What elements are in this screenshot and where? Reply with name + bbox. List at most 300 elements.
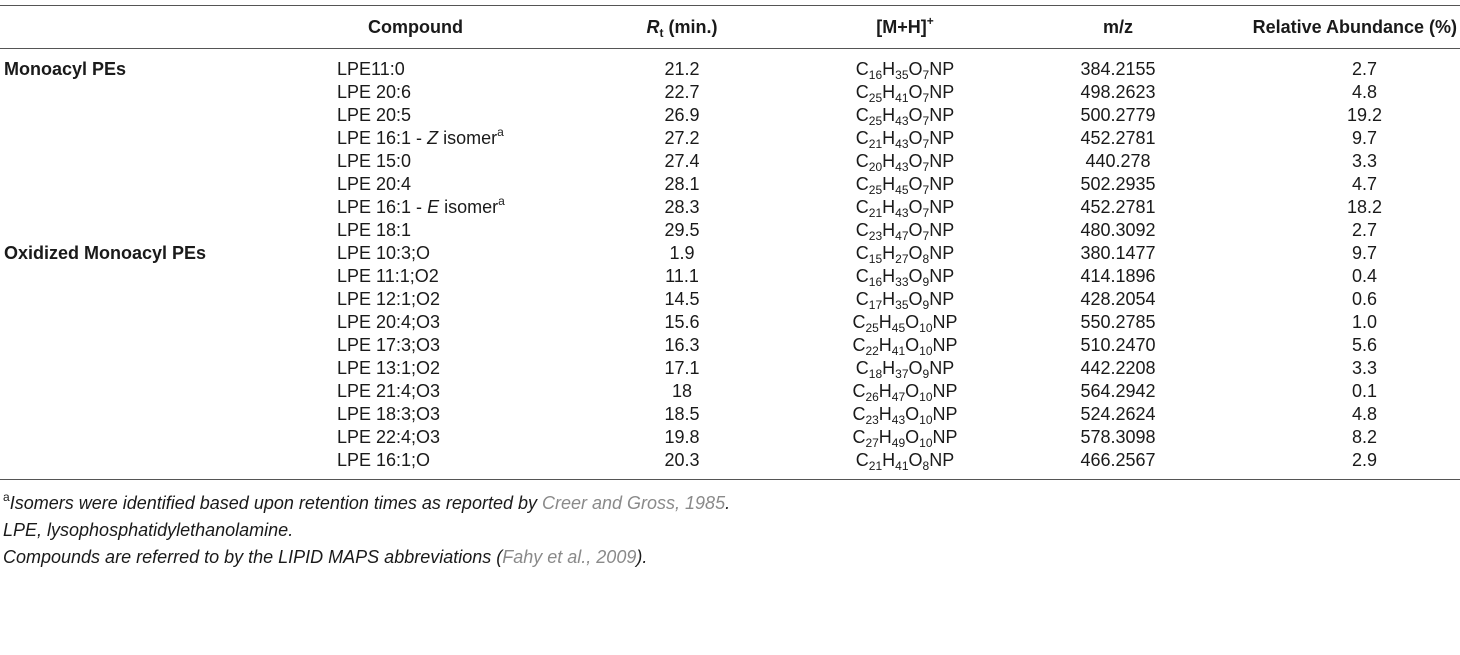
formula-count: 7 — [922, 68, 930, 82]
table-row — [0, 357, 1460, 380]
formula-element: NP — [929, 266, 955, 286]
formula-element: C — [855, 358, 869, 378]
molecular-formula — [803, 449, 1007, 480]
formula-element: NP — [932, 404, 958, 424]
group-label — [0, 265, 331, 288]
formula-count: 23 — [868, 229, 883, 243]
formula-element: NP — [932, 381, 958, 401]
formula-count: 47 — [895, 229, 909, 243]
footnote-lpe: LPE, lysophosphatidylethanolamine. — [3, 520, 294, 540]
formula-element: O — [905, 427, 920, 447]
formula-element: NP — [929, 59, 955, 79]
formula-count: 20 — [868, 160, 883, 174]
mz-value: 498.2623 — [1080, 82, 1156, 102]
compound-name — [331, 219, 561, 242]
formula-count: 23 — [865, 413, 879, 427]
formula-element: H — [882, 243, 896, 263]
group-label — [0, 449, 331, 480]
relative-abundance: 2.7 — [1351, 220, 1378, 240]
compound-name — [331, 265, 561, 288]
compound-name-text: LPE 20:4 — [337, 174, 412, 194]
formula-element: O — [908, 82, 923, 102]
group-label — [0, 403, 331, 426]
footnote-isomers — [3, 490, 1460, 517]
formula-count: 45 — [895, 183, 909, 197]
relative-abundance: 3.3 — [1351, 358, 1378, 378]
formula-element: H — [882, 151, 896, 171]
relative-abundance: 0.6 — [1351, 289, 1378, 309]
retention-time: 11.1 — [665, 266, 699, 286]
formula-element: O — [908, 128, 923, 148]
retention-time: 29.5 — [664, 220, 700, 240]
retention-time: 1.9 — [669, 243, 695, 263]
mz-value: 500.2779 — [1080, 105, 1156, 125]
group-label — [0, 288, 331, 311]
formula-element: O — [908, 197, 923, 217]
formula-count: 37 — [895, 367, 909, 381]
formula-element: NP — [932, 427, 958, 447]
formula-count: 21 — [868, 137, 883, 151]
formula-element: C — [855, 243, 869, 263]
relative-abundance: 8.2 — [1351, 427, 1378, 447]
compound-name — [331, 196, 561, 219]
formula-element: H — [882, 105, 896, 125]
formula-count: 7 — [922, 114, 930, 128]
formula-element: O — [908, 243, 923, 263]
formula-element: H — [882, 82, 896, 102]
relative-abundance: 0.1 — [1351, 381, 1378, 401]
compound-name-text: LPE 12:1;O2 — [337, 289, 441, 309]
relative-abundance: 4.8 — [1351, 404, 1378, 424]
group-label — [0, 150, 331, 173]
formula-element: NP — [929, 82, 955, 102]
formula-element: NP — [929, 358, 955, 378]
table-row — [0, 380, 1460, 403]
compound-name — [331, 242, 561, 265]
formula-count: 10 — [919, 321, 933, 335]
formula-element: C — [852, 312, 866, 332]
formula-element: C — [855, 105, 869, 125]
formula-element: NP — [929, 220, 955, 240]
retention-time: 26.9 — [664, 105, 700, 125]
formula-element: NP — [929, 450, 955, 470]
molecular-formula — [803, 81, 1007, 104]
group-label — [0, 380, 331, 403]
mz-value: 564.2942 — [1080, 381, 1156, 401]
formula-count: 10 — [919, 344, 933, 358]
table-row — [0, 265, 1460, 288]
formula-count: 15 — [868, 252, 883, 266]
formula-element: C — [855, 450, 869, 470]
relative-abundance: 2.9 — [1229, 449, 1460, 480]
header-mh — [803, 6, 1007, 49]
formula-element: O — [908, 151, 923, 171]
table-row — [0, 288, 1460, 311]
formula-element: H — [878, 312, 892, 332]
footnote-ref: a — [498, 194, 505, 208]
compound-name-text: LPE11:0 — [337, 59, 405, 79]
relative-abundance: 2.7 — [1351, 59, 1378, 79]
fahy-link[interactable]: Fahy et al., 2009 — [502, 547, 637, 567]
isomer-label: isomer — [438, 128, 498, 148]
compound-name — [331, 426, 561, 449]
formula-count: 8 — [922, 252, 930, 266]
table-row — [0, 104, 1460, 127]
compound-name — [331, 311, 561, 334]
formula-element: O — [908, 59, 923, 79]
formula-element: O — [908, 450, 923, 470]
formula-count: 43 — [891, 413, 906, 427]
formula-element: H — [882, 266, 896, 286]
mz-value: 428.2054 — [1080, 289, 1156, 309]
formula-element: C — [855, 174, 869, 194]
mz-value: 578.3098 — [1080, 427, 1156, 447]
formula-count: 7 — [922, 229, 930, 243]
mz-value: 452.2781 — [1080, 197, 1156, 217]
molecular-formula — [803, 426, 1007, 449]
formula-element: NP — [929, 174, 955, 194]
group-label — [0, 81, 331, 104]
formula-element: H — [882, 59, 896, 79]
formula-count: 10 — [919, 390, 933, 404]
molecular-formula — [803, 380, 1007, 403]
formula-count: 41 — [891, 344, 906, 358]
formula-count: 25 — [868, 91, 883, 105]
retention-time: 18.5 — [664, 404, 700, 424]
footnote-lipid-maps — [3, 544, 1460, 571]
relative-abundance: 4.8 — [1351, 82, 1378, 102]
formula-element: NP — [929, 243, 955, 263]
retention-time: 17.1 — [664, 358, 700, 378]
molecular-formula — [803, 127, 1007, 150]
table-row — [0, 403, 1460, 426]
formula-element: H — [878, 427, 892, 447]
formula-count: 21 — [868, 206, 883, 220]
formula-element: H — [878, 404, 892, 424]
creer-gross-link[interactable]: Creer and Gross, 1985 — [541, 493, 726, 513]
compound-name — [331, 173, 561, 196]
retention-time: 15.6 — [664, 312, 700, 332]
formula-count: 10 — [919, 436, 933, 450]
retention-time: 18 — [671, 381, 693, 401]
formula-count: 47 — [891, 390, 906, 404]
group-label — [0, 196, 331, 219]
table-row — [0, 334, 1460, 357]
header-row — [0, 6, 1460, 49]
mz-value: 440.278 — [1085, 151, 1151, 171]
formula-element: O — [908, 266, 923, 286]
table-body — [0, 49, 1460, 480]
molecular-formula — [803, 219, 1007, 242]
formula-element: C — [855, 289, 869, 309]
retention-time: 21.2 — [664, 59, 700, 79]
molecular-formula — [803, 334, 1007, 357]
header-mh-base: [M+H] — [876, 16, 927, 37]
molecular-formula — [803, 288, 1007, 311]
formula-count: 25 — [868, 114, 883, 128]
isomer-letter: E — [427, 197, 440, 217]
compound-name-text: LPE 20:4;O3 — [337, 312, 441, 332]
mz-value: 384.2155 — [1080, 59, 1156, 79]
formula-count: 27 — [865, 436, 879, 450]
molecular-formula — [803, 403, 1007, 426]
formula-element: C — [852, 427, 866, 447]
formula-element: NP — [932, 312, 958, 332]
formula-count: 22 — [865, 344, 879, 358]
formula-count: 16 — [868, 68, 883, 82]
table-row — [0, 242, 1460, 265]
mz-value: 414.1896 — [1080, 266, 1156, 286]
footnote-lipid-end: ). — [636, 547, 648, 567]
formula-count: 10 — [919, 413, 933, 427]
compound-name-text: LPE 18:3;O3 — [337, 404, 441, 424]
table-row — [0, 426, 1460, 449]
header-rt-unit: (min.) — [663, 16, 718, 37]
table-row — [0, 150, 1460, 173]
table-row — [0, 219, 1460, 242]
compound-name-text: LPE 22:4;O3 — [337, 427, 441, 447]
formula-element: C — [855, 59, 869, 79]
header-group — [0, 6, 331, 49]
header-rt-symbol: R — [646, 16, 660, 37]
formula-element: O — [908, 220, 923, 240]
relative-abundance: 19.2 — [1346, 105, 1383, 125]
molecular-formula — [803, 196, 1007, 219]
formula-count: 43 — [895, 206, 909, 220]
formula-count: 7 — [922, 137, 930, 151]
formula-count: 8 — [922, 459, 930, 473]
molecular-formula — [803, 265, 1007, 288]
mz-value: 442.2208 — [1080, 358, 1156, 378]
relative-abundance: 9.7 — [1351, 128, 1378, 148]
formula-element: H — [882, 289, 896, 309]
compound-table — [0, 5, 1460, 480]
mz-value: 502.2935 — [1080, 174, 1156, 194]
header-rt-sub: t — [659, 25, 664, 40]
formula-element: NP — [932, 335, 958, 355]
compound-name-text: LPE 10:3;O — [337, 243, 431, 263]
header-abundance: Relative Abundance (%) — [1229, 6, 1460, 49]
compound-name — [331, 288, 561, 311]
table-figure — [0, 5, 1460, 655]
mz-value: 380.1477 — [1080, 243, 1156, 263]
mz-value: 480.3092 — [1080, 220, 1156, 240]
formula-element: NP — [929, 151, 955, 171]
formula-element: C — [855, 151, 869, 171]
molecular-formula — [803, 357, 1007, 380]
retention-time: 28.1 — [664, 174, 700, 194]
table-row — [0, 81, 1460, 104]
formula-element: NP — [929, 289, 955, 309]
formula-element: H — [882, 128, 896, 148]
formula-element: H — [882, 358, 896, 378]
formula-count: 7 — [922, 206, 930, 220]
compound-name — [331, 357, 561, 380]
formula-count: 26 — [865, 390, 879, 404]
relative-abundance: 18.2 — [1346, 197, 1383, 217]
formula-element: O — [908, 174, 923, 194]
molecular-formula — [803, 242, 1007, 265]
formula-element: H — [882, 450, 896, 470]
compound-name — [331, 380, 561, 403]
formula-count: 16 — [868, 275, 883, 289]
footnote-lipid-text: Compounds are referred to by the LIPID MAPS abbreviations ( — [3, 547, 503, 567]
formula-count: 7 — [922, 183, 930, 197]
formula-element: C — [855, 82, 869, 102]
formula-element: C — [855, 266, 869, 286]
molecular-formula — [803, 150, 1007, 173]
formula-count: 7 — [922, 160, 930, 174]
footnote-ref: a — [497, 125, 504, 139]
compound-name-text: LPE 16:1 - — [337, 128, 428, 148]
group-label — [0, 173, 331, 196]
table-row — [0, 49, 1460, 82]
footnote-isomers-text: Isomers were identified based upon retention times as reported by — [9, 493, 542, 513]
formula-element: H — [878, 335, 892, 355]
compound-name — [331, 449, 561, 480]
compound-name — [331, 81, 561, 104]
retention-time: 16.3 — [664, 335, 700, 355]
group-label: Monoacyl PEs — [4, 59, 127, 79]
relative-abundance: 1.0 — [1351, 312, 1378, 332]
formula-count: 21 — [868, 459, 883, 473]
compound-name-text: LPE 13:1;O2 — [337, 358, 441, 378]
formula-element: C — [852, 335, 866, 355]
formula-count: 43 — [895, 114, 909, 128]
formula-element: C — [852, 404, 866, 424]
molecular-formula — [803, 173, 1007, 196]
formula-element: NP — [929, 105, 955, 125]
compound-name — [331, 104, 561, 127]
table-row — [0, 311, 1460, 334]
mz-value: 524.2624 — [1080, 404, 1156, 424]
formula-count: 27 — [895, 252, 909, 266]
group-label — [0, 127, 331, 150]
formula-count: 7 — [922, 91, 930, 105]
group-label — [0, 357, 331, 380]
group-label — [0, 104, 331, 127]
formula-element: H — [878, 381, 892, 401]
formula-count: 9 — [922, 298, 930, 312]
formula-count: 41 — [895, 91, 909, 105]
retention-time: 28.3 — [664, 197, 700, 217]
footnote-marker: a — [3, 490, 10, 504]
formula-count: 49 — [891, 436, 906, 450]
mz-value: 550.2785 — [1080, 312, 1156, 332]
formula-count: 9 — [922, 367, 930, 381]
footnote-isomers-end: . — [725, 493, 731, 513]
relative-abundance: 4.7 — [1351, 174, 1378, 194]
formula-count: 18 — [868, 367, 883, 381]
table-row — [0, 196, 1460, 219]
formula-element: O — [905, 335, 920, 355]
formula-element: NP — [929, 128, 955, 148]
group-label — [0, 426, 331, 449]
compound-name — [331, 127, 561, 150]
compound-name — [331, 49, 561, 82]
retention-time: 14.5 — [664, 289, 700, 309]
formula-count: 25 — [868, 183, 883, 197]
formula-element: C — [855, 220, 869, 240]
compound-name-text: LPE 20:5 — [337, 105, 412, 125]
compound-name-text: LPE 16:1 - — [337, 197, 428, 217]
table-row — [0, 449, 1460, 480]
formula-element: H — [882, 220, 896, 240]
isomer-letter: Z — [427, 128, 439, 148]
molecular-formula — [803, 311, 1007, 334]
compound-name-text: LPE 15:0 — [337, 151, 412, 171]
footnotes — [0, 490, 1460, 571]
mz-value: 452.2781 — [1080, 128, 1156, 148]
header-mh-sup: + — [926, 13, 934, 28]
compound-name-text: LPE 17:3;O3 — [337, 335, 441, 355]
isomer-label: isomer — [439, 197, 499, 217]
formula-count: 41 — [895, 459, 909, 473]
header-mz: m/z — [1007, 6, 1229, 49]
compound-name-text: LPE 20:6 — [337, 82, 412, 102]
formula-element: C — [855, 128, 869, 148]
header-retention-time — [561, 6, 803, 49]
group-label — [0, 334, 331, 357]
compound-name-text: LPE 21:4;O3 — [337, 381, 441, 401]
relative-abundance: 3.3 — [1351, 151, 1378, 171]
compound-name — [331, 334, 561, 357]
formula-element: O — [905, 381, 920, 401]
formula-element: O — [908, 358, 923, 378]
formula-element: C — [855, 197, 869, 217]
relative-abundance: 5.6 — [1351, 335, 1378, 355]
mz-value: 510.2470 — [1080, 335, 1156, 355]
header-compound: Compound — [331, 6, 561, 49]
compound-name — [331, 150, 561, 173]
relative-abundance: 0.4 — [1351, 266, 1378, 286]
formula-count: 33 — [895, 275, 909, 289]
compound-name — [331, 403, 561, 426]
formula-count: 45 — [891, 321, 906, 335]
retention-time: 19.8 — [664, 427, 700, 447]
retention-time: 27.4 — [664, 151, 700, 171]
table-row — [0, 127, 1460, 150]
retention-time: 22.7 — [664, 82, 700, 102]
formula-count: 9 — [922, 275, 930, 289]
formula-element: O — [905, 404, 920, 424]
molecular-formula — [803, 104, 1007, 127]
molecular-formula — [803, 49, 1007, 82]
mz-value: 466.2567 — [1007, 449, 1229, 480]
formula-count: 35 — [895, 298, 909, 312]
table-row — [0, 173, 1460, 196]
formula-count: 17 — [868, 298, 883, 312]
formula-element: H — [882, 174, 896, 194]
compound-name-text: LPE 11:1;O2 — [337, 266, 439, 286]
formula-element: O — [908, 289, 923, 309]
relative-abundance: 9.7 — [1351, 243, 1378, 263]
group-label — [0, 219, 331, 242]
formula-element: H — [882, 197, 896, 217]
compound-name-text: LPE 18:1 — [337, 220, 412, 240]
retention-time: 20.3 — [561, 449, 803, 480]
retention-time: 27.2 — [664, 128, 700, 148]
formula-count: 43 — [895, 137, 909, 151]
formula-count: 43 — [895, 160, 909, 174]
formula-element: NP — [929, 197, 955, 217]
group-label: Oxidized Monoacyl PEs — [4, 243, 207, 263]
formula-element: O — [905, 312, 920, 332]
formula-count: 25 — [865, 321, 879, 335]
formula-element: C — [852, 381, 866, 401]
formula-count: 35 — [895, 68, 909, 82]
compound-name-text: LPE 16:1;O — [337, 450, 431, 470]
